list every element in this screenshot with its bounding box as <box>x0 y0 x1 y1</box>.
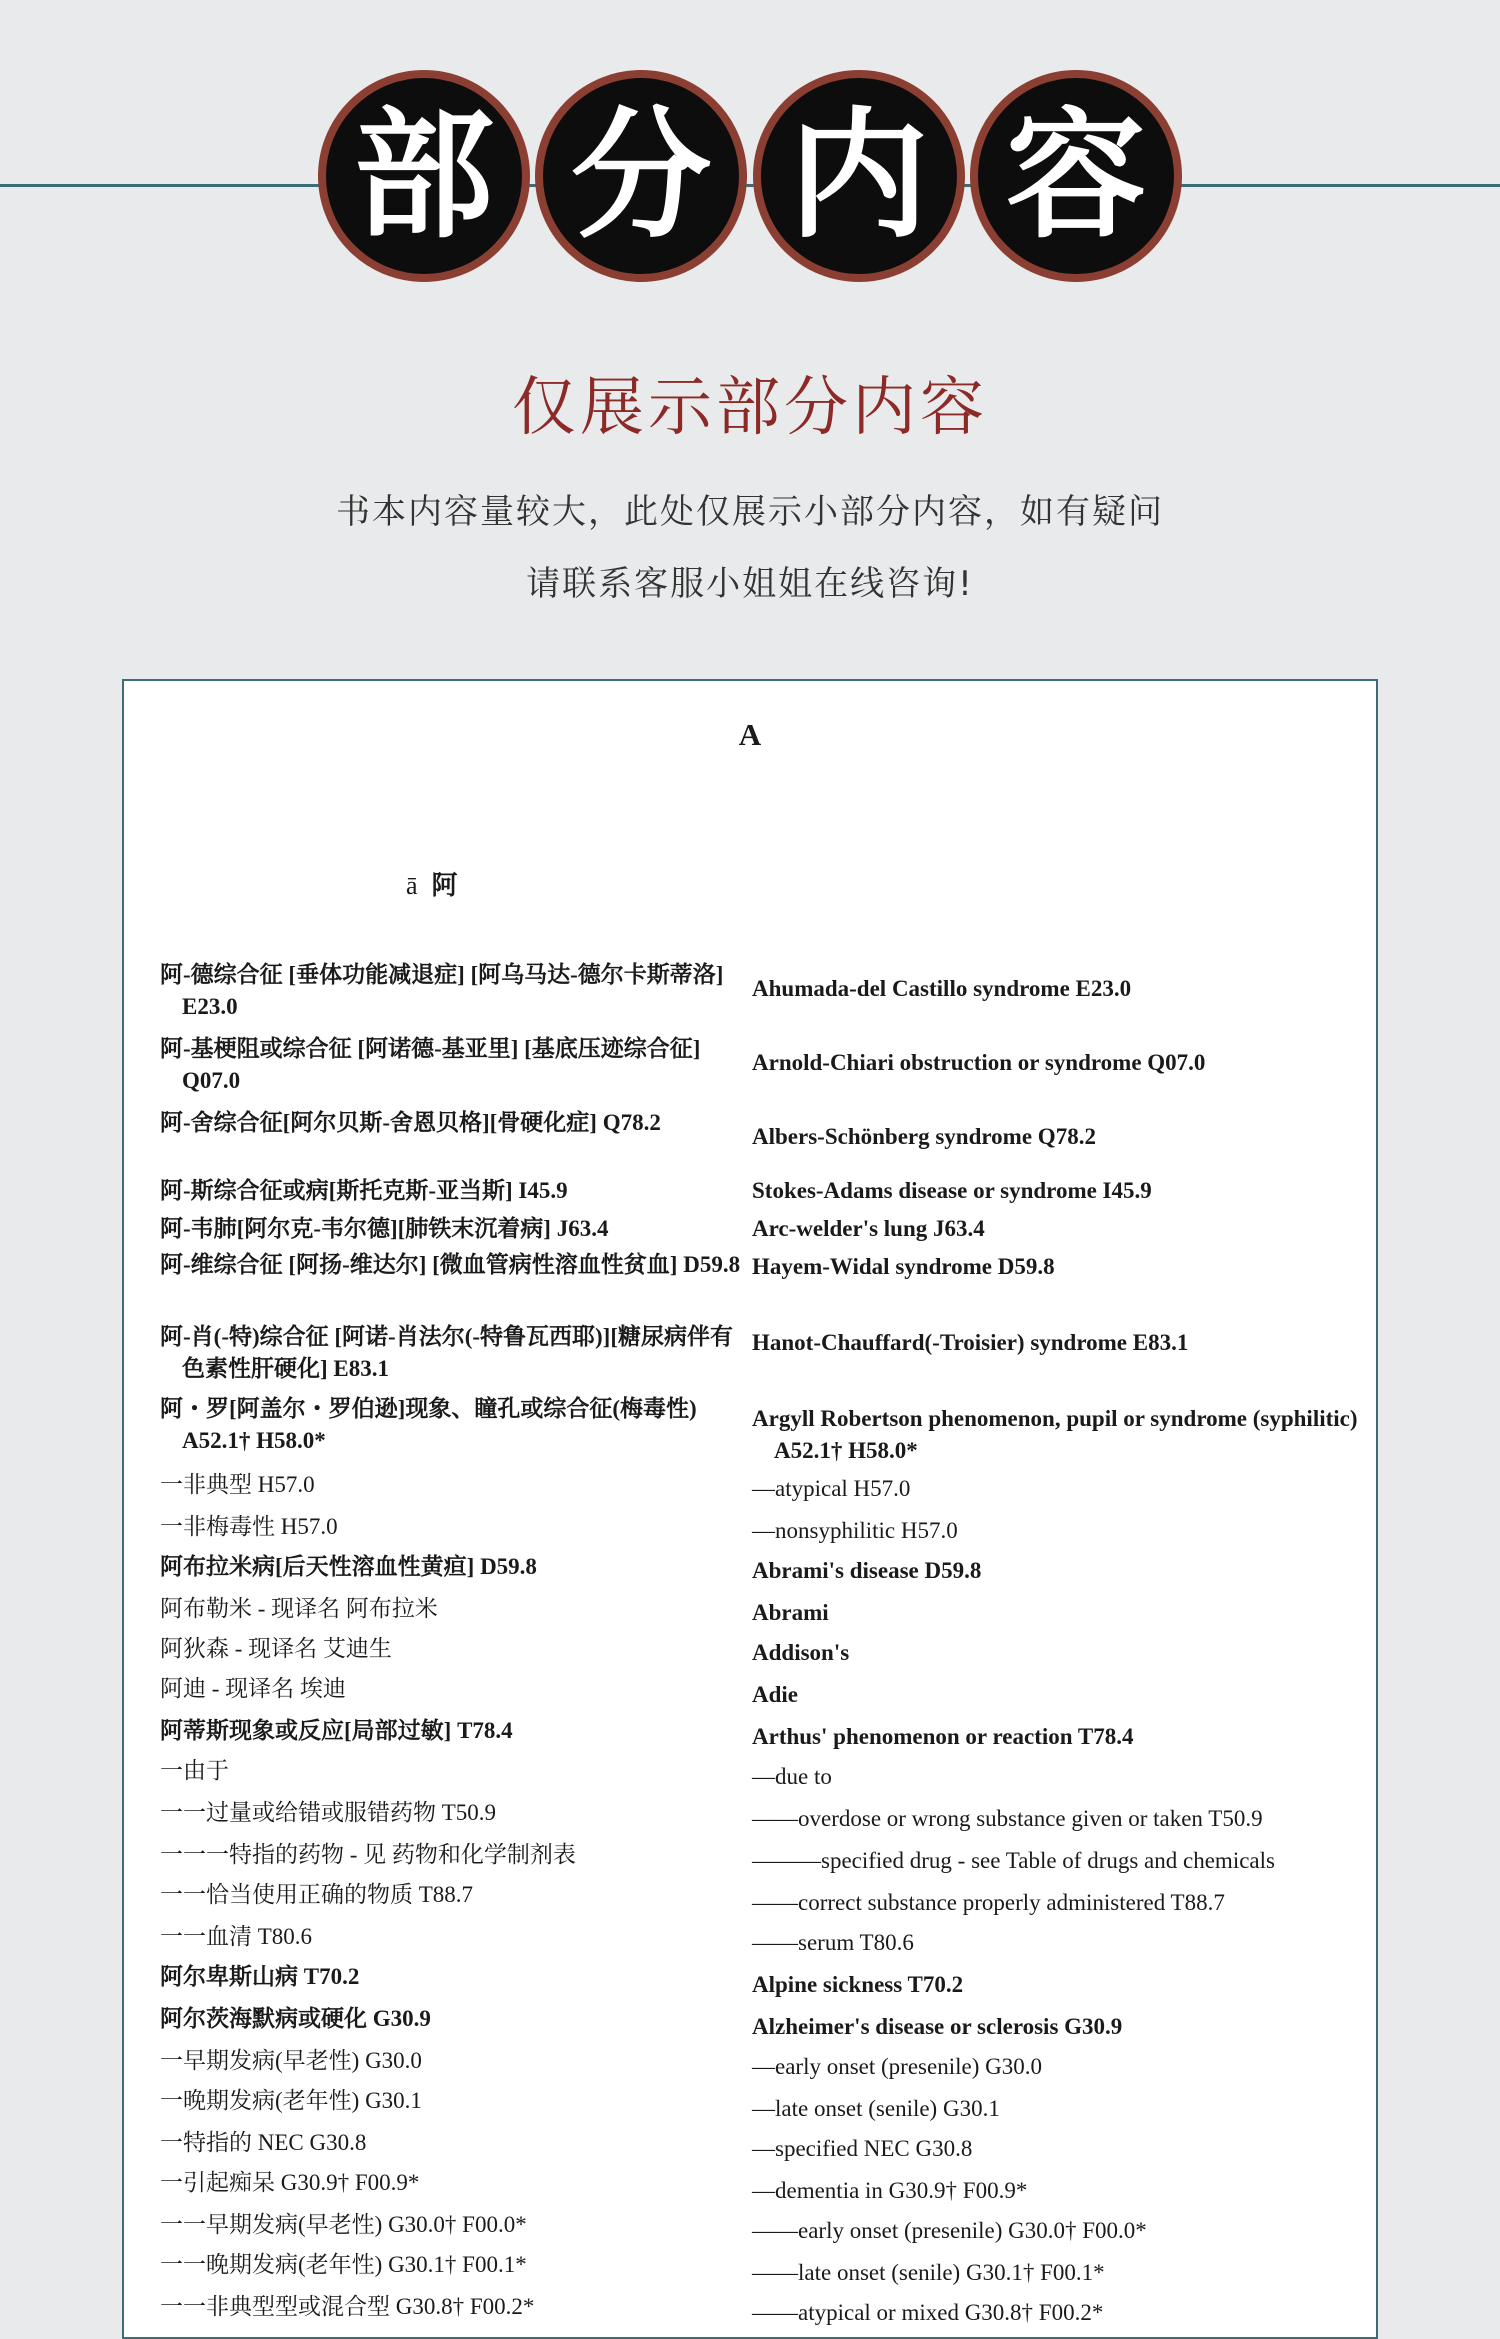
entry-cn: 一一非典型型或混合型 G30.8† F00.2* <box>160 2294 535 2319</box>
entry-cn: 一早期发病(早老性) G30.0 <box>160 2048 422 2073</box>
entry-cn: 阿-韦肺[阿尔克-韦尔德][肺铁末沉着病] J63.4 <box>160 1216 609 1241</box>
entry-cn: 一晚期发病(老年性) G30.1 <box>160 2088 422 2113</box>
entry-cn: 阿尔卑斯山病 T70.2 <box>160 1964 360 1989</box>
book-page-preview <box>122 679 1378 2339</box>
entry-cn: 一非典型 H57.0 <box>160 1472 315 1497</box>
entry-en: Argyll Robertson phenomenon, pupil or syndrome (syphilitic) A52.1† H58.0* <box>752 1406 1358 1463</box>
entry-cn: 一一血清 T80.6 <box>160 1924 313 1949</box>
entry-en: ——late onset (senile) G30.1† F00.1* <box>752 2260 1105 2285</box>
entry-en: Alpine sickness T70.2 <box>752 1972 964 1997</box>
entry-en: —atypical H57.0 <box>752 1476 911 1501</box>
header-char-circle: 内 <box>753 70 965 282</box>
entry-en: Stokes-Adams disease or syndrome I45.9 <box>752 1178 1152 1203</box>
entry-cn: 阿迪 - 现译名 埃迪 <box>160 1676 346 1701</box>
entry-en: ———specified drug - see Table of drugs and chemicals <box>752 1848 1275 1873</box>
pinyin-char: 阿 <box>431 871 458 900</box>
entry-en: Arthus' phenomenon or reaction T78.4 <box>752 1724 1134 1749</box>
entry-en: ——early onset (presenile) G30.0† F00.0* <box>752 2218 1147 2243</box>
notice-line-2: 请联系客服小姐姐在线咨询! <box>526 564 974 604</box>
entry-cn: 阿-德综合征 [垂体功能减退症] [阿乌马达-德尔卡斯蒂洛] E23.0 <box>160 962 724 1019</box>
entry-cn: 阿蒂斯现象或反应[局部过敏] T78.4 <box>160 1718 513 1743</box>
entry-en: Addison's <box>752 1640 850 1665</box>
entry-en: —early onset (presenile) G30.0 <box>752 2054 1042 2079</box>
entry-en: —nonsyphilitic H57.0 <box>752 1518 958 1543</box>
entry-en: —late onset (senile) G30.1 <box>752 2096 1000 2121</box>
entry-cn: 一一过量或给错或服错药物 T50.9 <box>160 1800 497 1825</box>
entry-en: Arnold-Chiari obstruction or syndrome Q07.0 <box>752 1050 1206 1075</box>
entry-cn: 阿狄森 - 现译名 艾迪生 <box>160 1636 392 1661</box>
pinyin-syllable: ā <box>406 871 418 900</box>
section-title: 仅展示部分内容 <box>512 371 988 445</box>
entry-en: ——serum T80.6 <box>752 1930 914 1955</box>
entry-en: —due to <box>752 1764 832 1789</box>
header-char-circle: 部 <box>318 70 530 282</box>
entry-cn: 一一晚期发病(老年性) G30.1† F00.1* <box>160 2252 527 2277</box>
section-letter: A <box>738 717 762 752</box>
entry-cn: 阿・罗[阿盖尔・罗伯逊]现象、瞳孔或综合征(梅毒性) A52.1† H58.0* <box>160 1396 697 1453</box>
entry-en: Abrami <box>752 1600 829 1625</box>
entry-cn: 一一恰当使用正确的物质 T88.7 <box>160 1882 474 1907</box>
entry-en: Arc-welder's lung J63.4 <box>752 1216 985 1241</box>
entry-en: —specified NEC G30.8 <box>752 2136 973 2161</box>
entry-en: Adie <box>752 1682 798 1707</box>
entry-cn: 一引起痴呆 G30.9† F00.9* <box>160 2170 420 2195</box>
notice-line-1: 书本内容量较大，此处仅展示小部分内容，如有疑问 <box>336 492 1164 532</box>
entry-cn: 一特指的 NEC G30.8 <box>160 2130 367 2155</box>
entry-cn: 阿-基梗阻或综合征 [阿诺德-基亚里] [基底压迹综合征] Q07.0 <box>160 1036 701 1093</box>
entry-cn: 阿-维综合征 [阿扬-维达尔] [微血管病性溶血性贫血] D59.8 <box>160 1252 741 1277</box>
entry-en: ——overdose or wrong substance given or taken T50.9 <box>752 1806 1263 1831</box>
entry-en: ——atypical or mixed G30.8† F00.2* <box>752 2300 1104 2325</box>
entry-cn: 阿尔茨海默病或硬化 G30.9 <box>160 2006 431 2031</box>
entry-cn: 阿-舍综合征[阿尔贝斯-舍恩贝格][骨硬化症] Q78.2 <box>160 1110 661 1135</box>
entry-cn: 阿布勒米 - 现译名 阿布拉米 <box>160 1596 438 1621</box>
header-char-circle: 分 <box>535 70 747 282</box>
entry-en: Alzheimer's disease or sclerosis G30.9 <box>752 2014 1123 2039</box>
entry-cn: 一非梅毒性 H57.0 <box>160 1514 338 1539</box>
pinyin-heading <box>406 865 458 902</box>
entry-en: ——correct substance properly administered T88.7 <box>752 1890 1225 1915</box>
entry-en: —dementia in G30.9† F00.9* <box>752 2178 1028 2203</box>
entry-cn: 一一一特指的药物 - 见 药物和化学制剂表 <box>160 1842 576 1867</box>
entry-en: Hanot-Chauffard(-Troisier) syndrome E83.1 <box>752 1330 1189 1355</box>
entry-cn: 一由于 <box>160 1758 229 1783</box>
header-char-circle: 容 <box>970 70 1182 282</box>
entry-cn: 阿-斯综合征或病[斯托克斯-亚当斯] I45.9 <box>160 1178 568 1203</box>
entry-en: Hayem-Widal syndrome D59.8 <box>752 1254 1055 1279</box>
entry-en: Abrami's disease D59.8 <box>752 1558 982 1583</box>
entry-cn: 阿布拉米病[后天性溶血性黄疸] D59.8 <box>160 1554 537 1579</box>
header-circles <box>318 70 1182 298</box>
entry-cn: 一一早期发病(早老性) G30.0† F00.0* <box>160 2212 527 2237</box>
entry-en: Albers-Schönberg syndrome Q78.2 <box>752 1124 1096 1149</box>
entry-cn: 阿-肖(-特)综合征 [阿诺-肖法尔(-特鲁瓦西耶)][糖尿病伴有色素性肝硬化] E83.1 <box>160 1324 734 1381</box>
entry-en: Ahumada-del Castillo syndrome E23.0 <box>752 976 1132 1001</box>
